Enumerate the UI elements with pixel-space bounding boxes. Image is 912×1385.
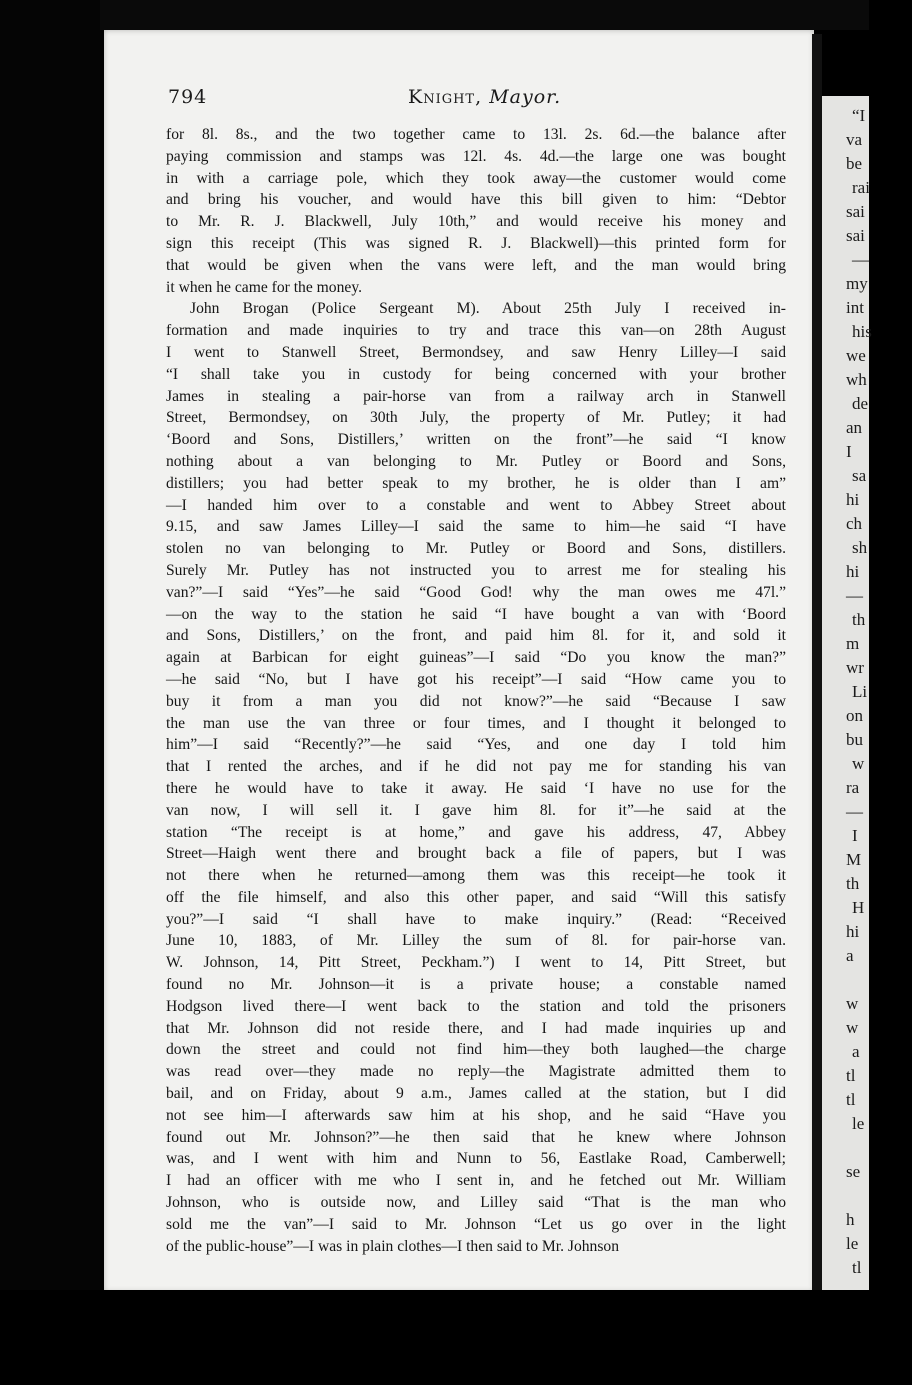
text-line: I had an officer with me who I sent in, and he fetched out Mr. William [166, 1172, 786, 1190]
facing-page-fragment: int [846, 298, 864, 317]
text-line: ‘Boord and Sons, Distillers,’ written on the front”—he said “I know [166, 431, 786, 449]
facing-page-fragment: sa [852, 466, 867, 485]
running-head-title: Mayor. [489, 86, 562, 108]
text-line: in with a carriage pole, which they took away—the customer would come [166, 169, 786, 187]
text-line: not there when he returned—among them was this receipt—he took it [166, 867, 786, 885]
text-line: and bring his voucher, and would have this bill given to him: “Debtor [166, 191, 786, 209]
facing-page-fragment: hi [846, 922, 860, 941]
text-line: again at Barbican for eight guineas”—I said “Do you know the man?” [166, 649, 786, 667]
page-header [168, 86, 788, 112]
facing-page-fragment: se [846, 1162, 861, 1181]
facing-page-edge [822, 96, 872, 1292]
facing-page-fragment: hi [846, 562, 860, 581]
text-line: van?”—I said “Yes”—he said “Good God! why the man owes me 47l.” [166, 583, 786, 601]
text-line: that would be given when the vans were left, and the man would bring [166, 256, 786, 274]
text-line: it when he came for the money. [166, 278, 363, 296]
text-line: that Mr. Johnson did not reside there, and I had made inquiries up and [166, 1019, 786, 1037]
facing-page-fragment: Li [852, 682, 868, 701]
text-line: buy it from a man you did not know?”—he said “Because I saw [166, 692, 786, 710]
text-line: —he said “No, but I have got his receipt”—I said “How came you to [166, 670, 786, 688]
scan-top-border [0, 0, 869, 30]
facing-page-fragment: de [852, 394, 869, 413]
facing-page-fragment: le [846, 1234, 859, 1253]
text-line: for 8l. 8s., and the two together came to 13l. 2s. 6d.—the balance after [166, 126, 786, 143]
text-line: Surely Mr. Putley has not instructed you to arrest me for stealing his [166, 561, 786, 579]
book-gutter [812, 34, 822, 1290]
text-line: the man use the van three or four times, and I thought it belonged to [166, 714, 786, 732]
page-number: 794 [168, 86, 208, 108]
text-line: —on the way to the station he said “I have bought a van with ‘Boord [166, 605, 786, 623]
running-head-name: Knight, [408, 86, 483, 108]
text-line: sold me the van”—I said to Mr. Johnson “Let us go over in the light [166, 1215, 786, 1233]
facing-page-fragment: an [846, 418, 863, 437]
facing-page-fragment: his [852, 322, 872, 341]
facing-page-fragment: we [846, 346, 866, 365]
facing-page-fragment: tl [846, 1090, 856, 1109]
text-line: 9.15, and saw James Lilley—I said the same to him—he said “I have [166, 518, 786, 536]
facing-page-fragment: w [846, 1018, 859, 1037]
facing-page-fragment: — [852, 250, 869, 269]
facing-page-fragment: — [846, 802, 863, 821]
text-line: found out Mr. Johnson?”—he then said that he knew where Johnson [166, 1128, 786, 1146]
text-line: formation and made inquiries to try and trace this van—on 28th August [166, 322, 786, 340]
text-line: and Sons, Distillers,’ on the front, and paid him 8l. for it, and sold it [166, 627, 786, 645]
facing-page-fragment: sai [846, 202, 865, 221]
page-body-text [166, 124, 786, 1257]
facing-page-fragment: ch [846, 514, 863, 533]
text-line: there he would have to take it away. He said ‘I have no use for the [166, 779, 786, 797]
facing-page-fragment: sh [852, 538, 868, 557]
facing-page-fragment: H [852, 898, 865, 917]
facing-page-fragment: w [852, 754, 865, 773]
facing-page-fragment: ra [846, 778, 860, 797]
text-line: Street—Haigh went there and brought back a file of papers, but I was [166, 845, 786, 863]
text-line: not see him—I afterwards saw him at his shop, and he said “Have you [166, 1106, 786, 1124]
text-line: W. Johnson, 14, Pitt Street, Peckham.”) I went to 14, Pitt Street, but [166, 954, 786, 972]
facing-page-fragment: be [846, 154, 863, 173]
facing-page-fragment: a [846, 946, 854, 965]
text-line: “I shall take you in custody for being concerned with your brother [166, 365, 786, 383]
facing-page-fragment: on [846, 706, 863, 725]
text-line: bail, and on Friday, about 9 a.m., James called at the station, but I did [166, 1085, 786, 1103]
facing-page-fragment: th [852, 610, 866, 629]
facing-page-fragment: my [846, 274, 868, 293]
facing-page-fragment: sai [846, 226, 865, 245]
facing-page-fragment: tl [852, 1258, 862, 1277]
facing-page-fragment: wh [846, 370, 867, 389]
scan-left-border [0, 0, 100, 1385]
text-line: van now, I will sell it. I gave him 8l. for it”—he said at the [166, 801, 786, 819]
facing-page-fragment: hi [846, 490, 860, 509]
text-line: of the public-house”—I was in plain clothes—I then said to Mr. Johnson [166, 1237, 620, 1255]
text-line: Street, Bermondsey, on 30th July, the property of Mr. Putley; it had [166, 409, 786, 427]
facing-page-fragment: “I [852, 106, 866, 125]
facing-page-fragment: tl [846, 1066, 856, 1085]
facing-page-fragment: — [846, 586, 863, 605]
facing-page-fragment: w [846, 994, 859, 1013]
facing-page-fragment: I [846, 442, 852, 461]
scan-bottom-border [0, 1290, 869, 1385]
text-line: I went to Stanwell Street, Bermondsey, and saw Henry Lilley—I said [166, 343, 786, 361]
text-line: James in stealing a pair-horse van from a railway arch in Stanwell [166, 387, 786, 405]
facing-page-fragment: va [846, 130, 863, 149]
text-line: John Brogan (Police Sergeant M). About 25th July I received in- [190, 300, 786, 318]
facing-page-fragment: le [852, 1114, 865, 1133]
text-line: station “The receipt is at home,” and gave his address, 47, Abbey [166, 823, 786, 841]
facing-page-fragment: rai [852, 178, 870, 197]
text-line: that I rented the arches, and if he did not pay me for standing his van [166, 758, 786, 776]
facing-page-fragment: M [846, 850, 862, 869]
text-line: off the file himself, and also this other paper, and said “Will this satisfy [166, 888, 786, 906]
facing-page-fragment: th [846, 874, 860, 893]
text-line: June 10, 1883, of Mr. Lilley the sum of 8l. for pair-horse van. [166, 932, 786, 950]
text-line: nothing about a van belonging to Mr. Putley or Boord and Sons, [166, 452, 786, 470]
text-line: him”—I said “Recently?”—he said “Yes, and one day I told him [166, 736, 786, 754]
text-line: found no Mr. Johnson—it is a private house; a constable named [166, 976, 786, 994]
text-line: Hodgson lived there—I went back to the station and told the prisoners [166, 997, 786, 1015]
text-line: paying commission and stamps was 12l. 4s. 4d.—the large one was bought [166, 147, 786, 165]
facing-page-fragment: I [852, 826, 858, 845]
facing-page-fragment: m [846, 634, 860, 653]
facing-page-fragment: wr [846, 658, 864, 677]
text-line: was, and I went with him and Nunn to 56, Eastlake Road, Camberwell; [166, 1150, 786, 1168]
facing-page-fragment: h [846, 1210, 855, 1229]
text-line: distillers; you had better speak to my brother, he is older than I am” [166, 474, 786, 492]
text-line: was read over—they made no reply—the Magistrate admitted them to [166, 1063, 786, 1081]
facing-page-fragment: a [852, 1042, 860, 1061]
text-line: —I handed him over to a constable and went to Abbey Street about [166, 496, 786, 514]
facing-page-fragment: bu [846, 730, 863, 749]
text-line: down the street and could not find him—they both laughed—the charge [166, 1041, 786, 1059]
text-line: stolen no van belonging to Mr. Putley or Boord and Sons, distillers. [166, 540, 786, 558]
text-line: sign this receipt (This was signed R. J. Blackwell)—this printed form for [166, 234, 786, 252]
running-head [408, 86, 561, 108]
text-line: Johnson, who is outside now, and Lilley said “That is the man who [166, 1194, 786, 1212]
text-line: to Mr. R. J. Blackwell, July 10th,” and would receive his money and [166, 213, 786, 231]
text-line: you?”—I said “I shall have to make inquiry.” (Read: “Received [166, 910, 786, 928]
